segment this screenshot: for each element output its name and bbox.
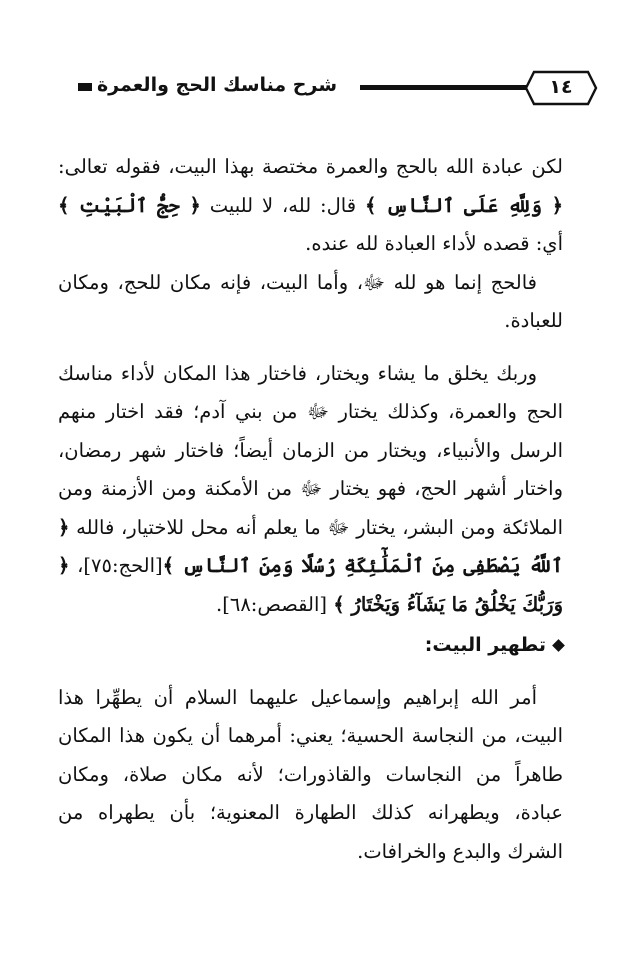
- page-number: ١٤: [549, 76, 573, 98]
- quran-verse: ﴿ وَلِلَّهِ عَلَى ٱلنَّاسِ ﴾: [364, 193, 563, 217]
- paragraph: [58, 264, 563, 341]
- paragraph-text: [القصص:٦٨].: [216, 592, 334, 616]
- quran-verse: ﴿ حِجُّ ٱلْبَيْتِ ﴾: [58, 193, 201, 217]
- paragraph-text: أمر الله إبراهيم وإسماعيل عليهما السلام أن يطهِّرا هذا البيت، من النجاسة الحسية؛ يعني: أمرهما أن يكون هذا المكان طاهراً من النجاسات والقاذورات؛ لأنه مكان صلاة، ومكان عبادة، ويطهرانه كذلك الطهارة المعنوية؛ بأن يطهراه من الشرك والبدع والخرافات.: [58, 685, 563, 863]
- page-body: [58, 148, 563, 871]
- section-heading-text: تطهير البيت:: [424, 634, 546, 656]
- page-number-badge: [522, 68, 600, 108]
- section-heading: [58, 626, 563, 665]
- page-header: [60, 66, 573, 110]
- paragraph-text: فالحج إنما هو لله ﷻ، وأما البيت، فإنه مكان للحج، ومكان للعبادة.: [58, 270, 563, 332]
- header-rule: [360, 85, 544, 90]
- quran-verse: ﴿ وَرَبُّكَ يَخْلُقُ مَا يَشَآءُ وَيَخْتَارُ ﴾: [58, 554, 563, 616]
- running-title: شرح مناسك الحج والعمرة: [96, 74, 337, 96]
- header-square-mark: [78, 83, 92, 91]
- paragraph-text: وربك يخلق ما يشاء ويختار، فاختار هذا المكان لأداء مناسك الحج والعمرة، وكذلك يختار ﷻ من بني آدم؛ فقد اختار منهم الرسل والأنبياء، ويختار من الزمان أيضاً؛ فاختار شهر رمضان، واختار أشهر الحج، فهو يختار ﷻ من الأمكنة ومن الأزمنة ومن الملائكة ومن البشر، يختار ﷻ ما يعلم أنه محل للاختيار، فالله: [58, 361, 563, 539]
- paragraph-text: أي: قصده لأداء العبادة لله عنده.: [305, 232, 563, 255]
- quran-verse: ﴿ ٱللَّهُ يَصْطَفِى مِنَ ٱلْمَلَٰٓئِكَةِ رُسُلًا وَمِنَ ٱلنَّاسِ ﴾: [58, 515, 564, 577]
- paragraph-text: قال: لله، لا للبيت: [200, 193, 365, 217]
- body-block-1: [58, 148, 563, 624]
- paragraph: [58, 148, 563, 264]
- paragraph-text: [الحج:٧٥]،: [69, 554, 163, 577]
- diamond-bullet-icon: [552, 639, 565, 652]
- paragraph: [58, 355, 563, 625]
- paragraph-text: لكن عبادة الله بالحج والعمرة مختصة بهذا البيت، فقوله تعالى:: [58, 155, 563, 178]
- paragraph: [58, 679, 563, 872]
- body-block-2: [58, 679, 563, 872]
